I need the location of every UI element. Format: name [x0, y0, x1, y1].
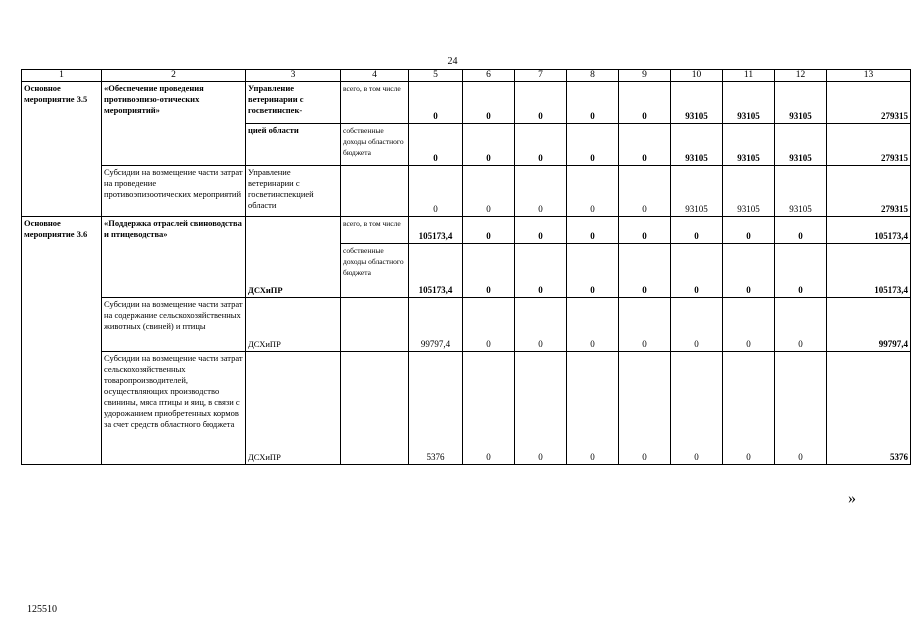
value-cell: 0 — [775, 298, 827, 352]
value-cell: 0 — [515, 352, 567, 465]
value-cell: 5376 — [409, 352, 463, 465]
subsidy-text: Субсидии на возмещение части затрат сельскохозяйственных товаропроизводителей, осуществляющих производство свинины, мяса птицы и яиц, в связи с удорожанием приобретенных кормов за счет средств областного бюджета — [102, 352, 246, 465]
value-cell: 99797,4 — [409, 298, 463, 352]
value-cell: 0 — [619, 166, 671, 217]
header-cell: 10 — [671, 70, 723, 82]
header-cell: 8 — [567, 70, 619, 82]
value-cell: 0 — [409, 166, 463, 217]
header-cell: 5 — [409, 70, 463, 82]
value-cell: 5376 — [827, 352, 911, 465]
header-cell: 2 — [102, 70, 246, 82]
value-cell: 93105 — [723, 124, 775, 166]
header-cell: 13 — [827, 70, 911, 82]
header-cell: 12 — [775, 70, 827, 82]
value-cell: 0 — [619, 217, 671, 244]
value-cell: 0 — [619, 124, 671, 166]
header-cell: 1 — [22, 70, 102, 82]
value-cell: 93105 — [775, 166, 827, 217]
value-cell: 105173,4 — [409, 217, 463, 244]
header-cell: 6 — [463, 70, 515, 82]
value-cell: 279315 — [827, 82, 911, 124]
value-cell: 0 — [723, 352, 775, 465]
value-cell: 0 — [775, 217, 827, 244]
budget-table — [21, 69, 911, 465]
value-cell: 105173,4 — [827, 244, 911, 298]
value-cell: 0 — [567, 244, 619, 298]
table-row — [22, 166, 911, 217]
funding-source-empty — [341, 166, 409, 217]
funding-source-empty — [341, 298, 409, 352]
value-cell: 0 — [463, 217, 515, 244]
measure-title: «Поддержка отраслей свиноводства и птицеводства» — [102, 217, 246, 298]
executor: ДСХиПР — [246, 298, 341, 352]
value-cell: 0 — [671, 217, 723, 244]
value-cell: 279315 — [827, 124, 911, 166]
value-cell: 93105 — [723, 82, 775, 124]
value-cell: 93105 — [671, 124, 723, 166]
value-cell: 0 — [567, 82, 619, 124]
value-cell: 0 — [463, 166, 515, 217]
executor: Управление ветеринарии с госветинспекцией области — [246, 166, 341, 217]
header-cell: 11 — [723, 70, 775, 82]
value-cell: 0 — [619, 352, 671, 465]
value-cell: 0 — [515, 124, 567, 166]
value-cell: 93105 — [775, 82, 827, 124]
value-cell: 279315 — [827, 166, 911, 217]
document-number: 125510 — [27, 604, 57, 615]
value-cell: 0 — [619, 82, 671, 124]
value-cell: 99797,4 — [827, 298, 911, 352]
value-cell: 0 — [409, 82, 463, 124]
value-cell: 0 — [567, 124, 619, 166]
header-cell: 9 — [619, 70, 671, 82]
funding-source-empty — [341, 352, 409, 465]
value-cell: 0 — [619, 298, 671, 352]
measure-name: Основное мероприятие 3.5 — [22, 82, 102, 217]
value-cell: 105173,4 — [827, 217, 911, 244]
funding-source: собственные доходы областного бюджета — [341, 244, 409, 298]
value-cell: 0 — [723, 244, 775, 298]
executor: Управление ветеринарии с госветинспек- — [246, 82, 341, 124]
value-cell: 0 — [567, 166, 619, 217]
value-cell: 93105 — [723, 166, 775, 217]
table-row — [22, 82, 911, 124]
measure-title: «Обеспечение проведения противоэпизо-отических мероприятий» — [102, 82, 246, 166]
value-cell: 0 — [515, 82, 567, 124]
table-row — [22, 217, 911, 244]
value-cell: 0 — [409, 124, 463, 166]
subsidy-text: Субсидии на возмещение части затрат на проведение противоэпизоотических мероприятий — [102, 166, 246, 217]
executor: ДСХиПР — [246, 217, 341, 298]
value-cell: 0 — [567, 217, 619, 244]
value-cell: 93105 — [775, 124, 827, 166]
header-cell: 7 — [515, 70, 567, 82]
value-cell: 0 — [723, 298, 775, 352]
subsidy-text: Субсидии на возмещение части затрат на содержание сельскохозяйственных животных (свиней) и птицы — [102, 298, 246, 352]
value-cell: 0 — [515, 166, 567, 217]
value-cell: 0 — [671, 244, 723, 298]
value-cell: 105173,4 — [409, 244, 463, 298]
value-cell: 0 — [463, 124, 515, 166]
measure-name: Основное мероприятие 3.6 — [22, 217, 102, 465]
value-cell: 0 — [775, 244, 827, 298]
value-cell: 93105 — [671, 82, 723, 124]
value-cell: 0 — [515, 244, 567, 298]
value-cell: 93105 — [671, 166, 723, 217]
closing-quote: » — [848, 490, 856, 507]
value-cell: 0 — [515, 298, 567, 352]
funding-source: всего, в том числе — [341, 82, 409, 124]
value-cell: 0 — [671, 298, 723, 352]
value-cell: 0 — [671, 352, 723, 465]
value-cell: 0 — [463, 244, 515, 298]
funding-source: всего, в том числе — [341, 217, 409, 244]
value-cell: 0 — [567, 352, 619, 465]
table-row — [22, 298, 911, 352]
page-number: 24 — [447, 56, 458, 67]
value-cell: 0 — [723, 217, 775, 244]
value-cell: 0 — [463, 352, 515, 465]
header-cell: 4 — [341, 70, 409, 82]
value-cell: 0 — [775, 352, 827, 465]
header-row — [22, 70, 911, 82]
value-cell: 0 — [463, 82, 515, 124]
value-cell: 0 — [463, 298, 515, 352]
value-cell: 0 — [515, 217, 567, 244]
table-row — [22, 352, 911, 465]
executor: цией области — [246, 124, 341, 166]
header-cell: 3 — [246, 70, 341, 82]
value-cell: 0 — [619, 244, 671, 298]
funding-source: собственные доходы областного бюджета — [341, 124, 409, 166]
executor: ДСХиПР — [246, 352, 341, 465]
value-cell: 0 — [567, 298, 619, 352]
